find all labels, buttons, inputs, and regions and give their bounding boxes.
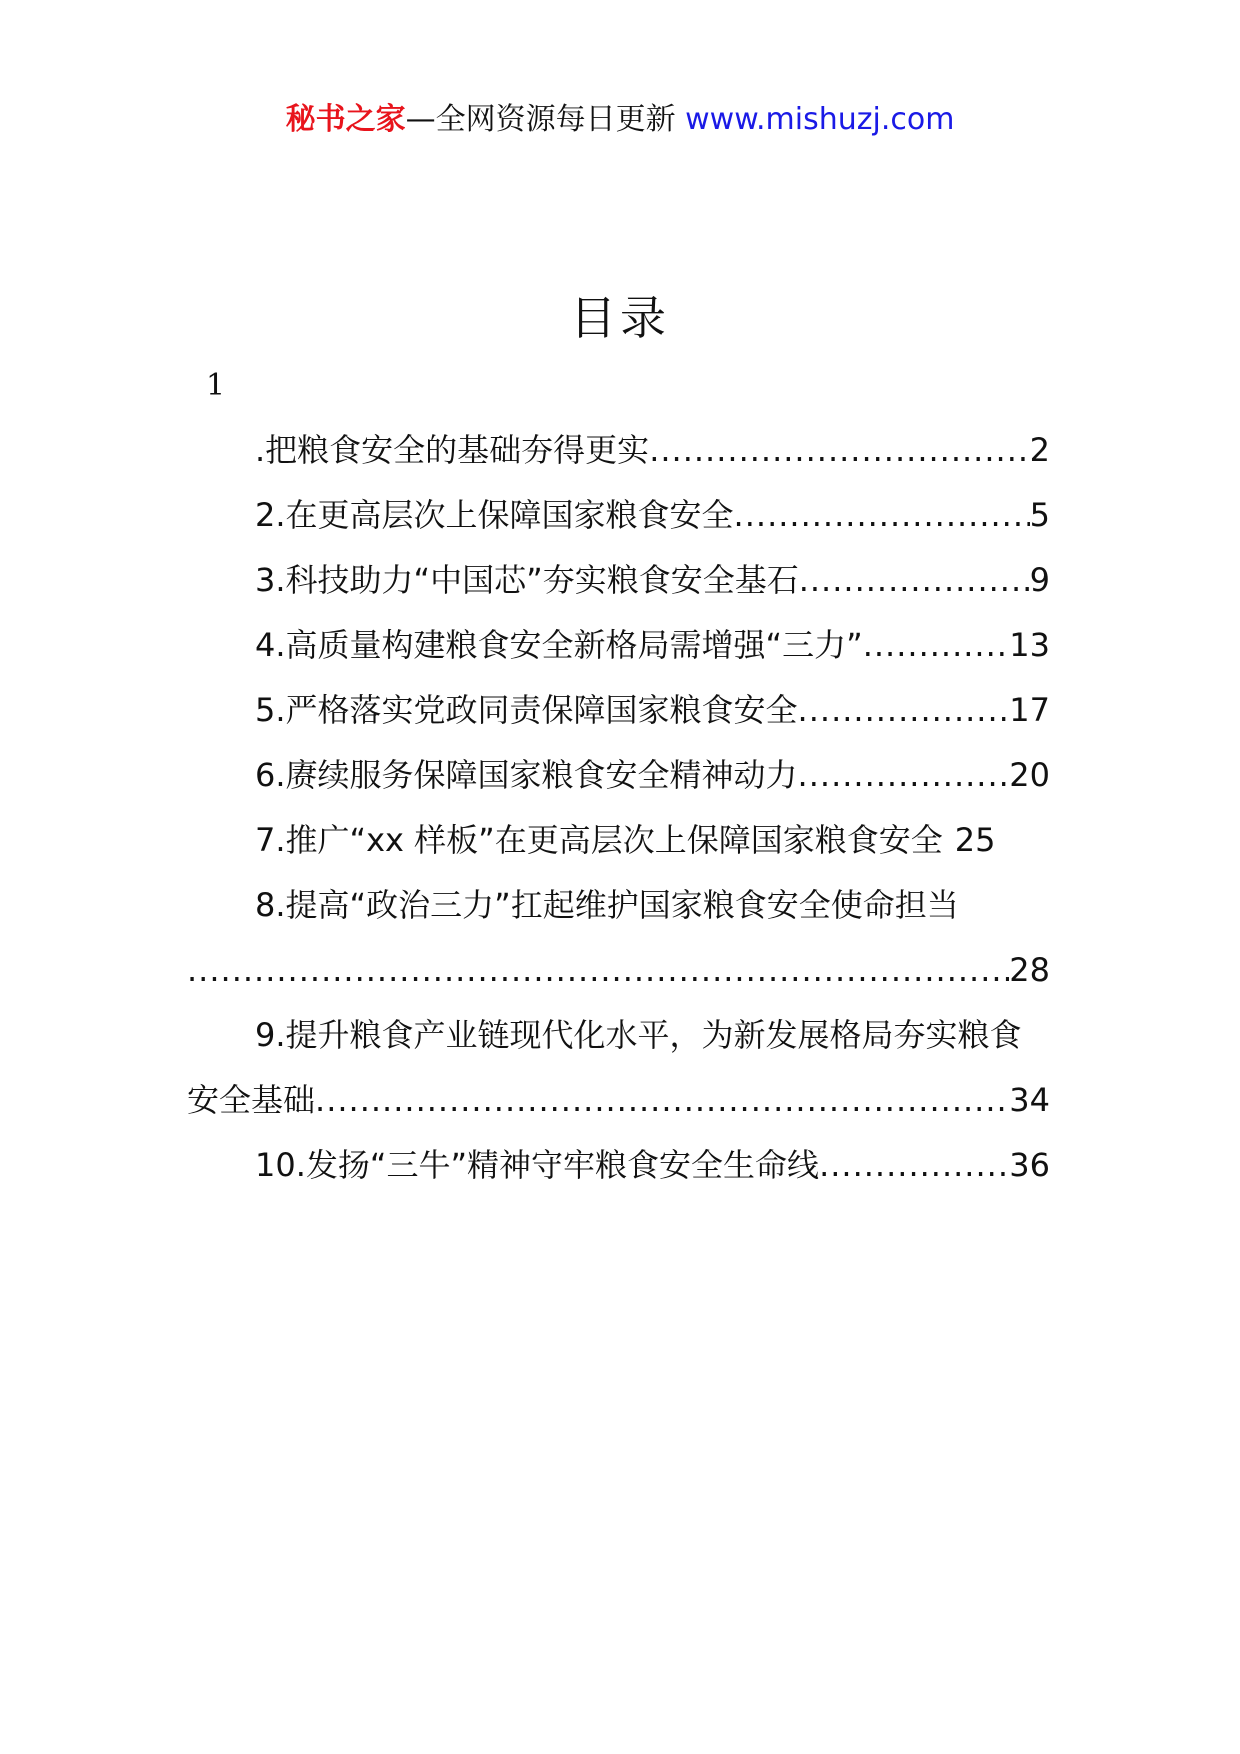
toc-entry-page: 2 <box>1029 431 1050 469</box>
toc-entry-title: 10.发扬“三牛”精神守牢粮食安全生命线 <box>255 1146 820 1184</box>
toc-entry-page: 9 <box>1029 561 1050 599</box>
toc-entry-title: 8.提高“政治三力”扛起维护国家粮食安全使命担当 <box>255 886 959 924</box>
page-title: 目录 <box>570 291 670 345</box>
toc-entry-7[interactable] <box>187 808 1050 873</box>
table-of-contents <box>187 418 1050 1198</box>
toc-entry-9-continuation[interactable] <box>187 1068 1050 1133</box>
document-header <box>0 100 1240 140</box>
toc-entry-title: 3.科技助力“中国芯”夯实粮食安全基石 <box>255 561 799 599</box>
toc-entry-2[interactable] <box>187 483 1050 548</box>
header-url-link[interactable]: www.mishuzj.com <box>685 102 955 137</box>
toc-entry-page: 20 <box>1009 756 1050 794</box>
toc-leader-dots <box>649 418 1029 483</box>
brand-name: 秘书之家 <box>285 102 406 137</box>
toc-entry-4[interactable] <box>187 613 1050 678</box>
toc-entry-title: .把粮食安全的基础夯得更实 <box>255 431 650 469</box>
toc-entry-title: 6.赓续服务保障国家粮食安全精神动力 <box>255 756 798 794</box>
toc-entry-page: 17 <box>1009 691 1050 729</box>
toc-leader-dots <box>798 678 1010 743</box>
toc-entry-3[interactable] <box>187 548 1050 613</box>
toc-entry-title-continuation: 安全基础 <box>187 1081 316 1119</box>
toc-entry-10[interactable] <box>187 1133 1050 1198</box>
toc-entry-page: 34 <box>1009 1081 1050 1119</box>
toc-entry-5[interactable] <box>187 678 1050 743</box>
toc-entry-title: 7.推广“xx 样板”在更高层次上保障国家粮食安全 <box>255 821 943 859</box>
toc-entry-title: 9.提升粮食产业链现代化水平，为新发展格局夯实粮食 <box>255 1016 1022 1054</box>
toc-entry-page: 13 <box>1009 626 1050 664</box>
toc-entry-8-continuation[interactable] <box>187 938 1050 1003</box>
toc-leader-dots <box>819 1133 1009 1198</box>
toc-entry-1[interactable] <box>187 418 1050 483</box>
toc-leader-dots <box>734 483 1030 548</box>
toc-entry-title: 5.严格落实党政同责保障国家粮食安全 <box>255 691 798 729</box>
toc-entry-page: 36 <box>1009 1146 1050 1184</box>
toc-entry-title: 2.在更高层次上保障国家粮食安全 <box>255 496 734 534</box>
toc-leader-dots <box>798 743 1010 808</box>
toc-entry-6[interactable] <box>187 743 1050 808</box>
toc-entry-page: 5 <box>1029 496 1050 534</box>
header-slogan: —全网资源每日更新 <box>405 102 676 137</box>
toc-entry-title: 4.高质量构建粮食安全新格局需增强“三力” <box>255 626 863 664</box>
toc-entry-8[interactable] <box>187 873 1050 938</box>
toc-entry-page: 25 <box>954 821 996 859</box>
toc-leader-dots <box>799 548 1030 613</box>
page-marker: 1 <box>206 368 226 403</box>
toc-leader-dots <box>315 1068 1009 1133</box>
toc-entry-page: 28 <box>1009 951 1050 989</box>
toc-leader-dots <box>863 613 1010 678</box>
toc-entry-9[interactable] <box>187 1003 1050 1068</box>
toc-leader-dots <box>187 938 1009 1003</box>
